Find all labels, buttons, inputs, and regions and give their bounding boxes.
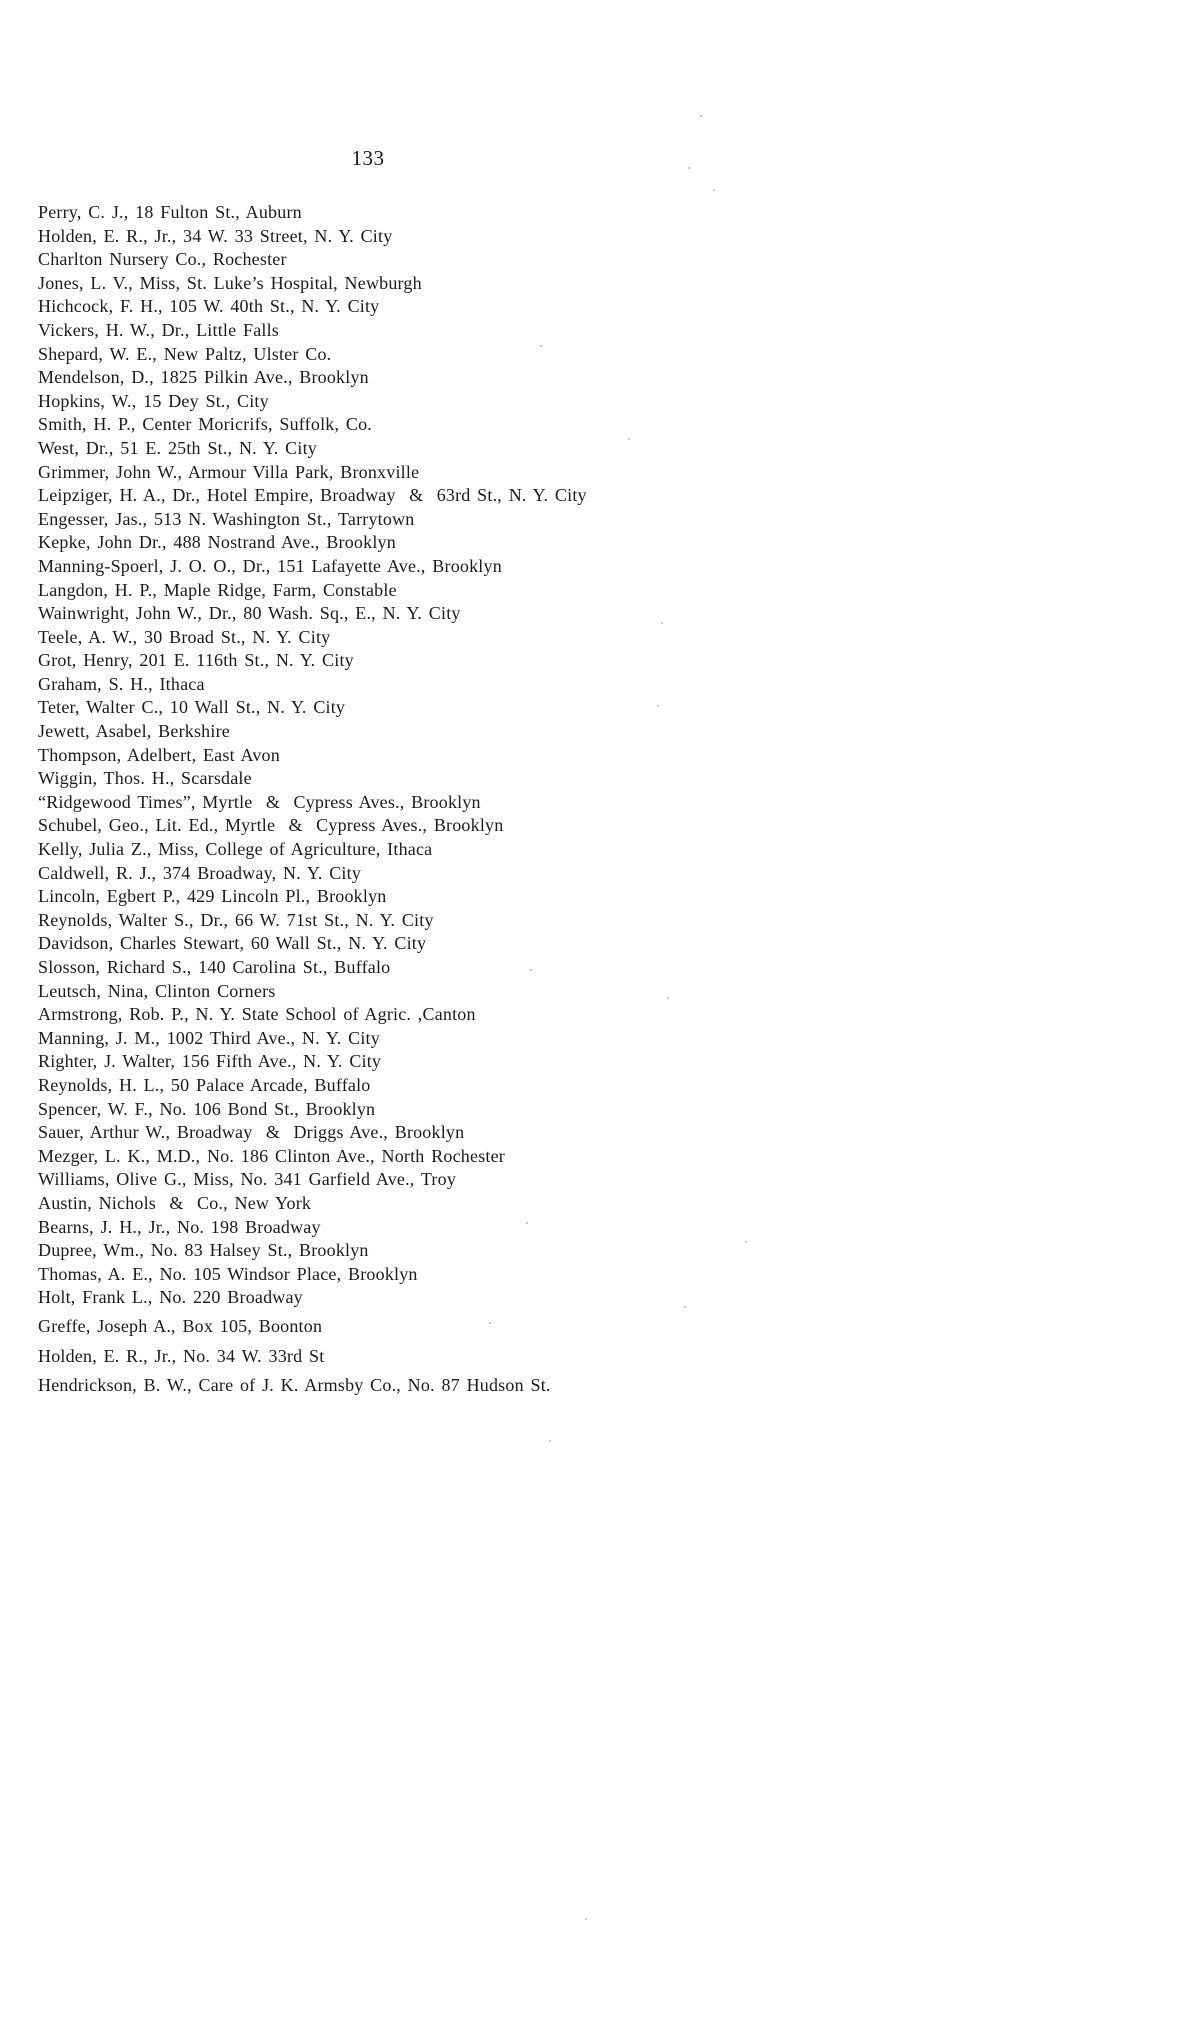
directory-line: Charlton Nursery Co., Rochester xyxy=(38,249,287,270)
directory-line: Righter, J. Walter, 156 Fifth Ave., N. Y. City xyxy=(38,1051,382,1072)
directory-line: Davidson, Charles Stewart, 60 Wall St., N. Y. City xyxy=(38,933,427,954)
directory-line: Lincoln, Egbert P., 429 Lincoln Pl., Brooklyn xyxy=(38,886,387,907)
scan-speck xyxy=(661,622,663,624)
directory-line: Wiggin, Thos. H., Scarsdale xyxy=(38,768,252,789)
directory-line: Jones, L. V., Miss, St. Luke’s Hospital, Newburgh xyxy=(38,272,422,293)
directory-line: Reynolds, Walter S., Dr., 66 W. 71st St., N. Y. City xyxy=(38,909,434,930)
directory-line: Spencer, W. F., No. 106 Bond St., Brooklyn xyxy=(38,1098,376,1119)
scan-speck xyxy=(684,1306,686,1308)
directory-line: Thomas, A. E., No. 105 Windsor Place, Brooklyn xyxy=(38,1263,418,1284)
directory-line: Leutsch, Nina, Clinton Corners xyxy=(38,980,276,1001)
directory-line: Grimmer, John W., Armour Villa Park, Bronxville xyxy=(38,461,420,482)
directory-line: Kepke, John Dr., 488 Nostrand Ave., Brooklyn xyxy=(38,532,396,553)
directory-line: Vickers, H. W., Dr., Little Falls xyxy=(38,319,280,340)
directory-line: Langdon, H. P., Maple Ridge, Farm, Constable xyxy=(38,579,397,600)
directory-line: Schubel, Geo., Lit. Ed., Myrtle & Cypress Aves., Brooklyn xyxy=(38,815,504,836)
directory-line: Greffe, Joseph A., Box 105, Boonton xyxy=(38,1316,323,1337)
scan-speck xyxy=(489,1322,491,1324)
scan-speck xyxy=(713,189,715,191)
directory-line: Reynolds, H. L., 50 Palace Arcade, Buffalo xyxy=(38,1074,371,1095)
scan-speck xyxy=(657,705,659,707)
scan-speck xyxy=(530,969,532,971)
directory-line: Bearns, J. H., Jr., No. 198 Broadway xyxy=(38,1216,321,1237)
directory-line: Perry, C. J., 18 Fulton St., Auburn xyxy=(38,202,302,222)
directory-line: Smith, H. P., Center Moricrifs, Suffolk, Co. xyxy=(38,414,372,435)
directory-list xyxy=(38,201,1138,1397)
directory-line: Williams, Olive G., Miss, No. 341 Garfield Ave., Troy xyxy=(38,1169,457,1190)
directory-line: Manning-Spoerl, J. O. O., Dr., 151 Lafayette Ave., Brooklyn xyxy=(38,555,502,576)
directory-line: Teele, A. W., 30 Broad St., N. Y. City xyxy=(38,626,331,647)
directory-line: Caldwell, R. J., 374 Broadway, N. Y. City xyxy=(38,862,362,883)
directory-line: Jewett, Asabel, Berkshire xyxy=(38,721,230,742)
scan-speck xyxy=(540,345,542,347)
directory-line: Manning, J. M., 1002 Third Ave., N. Y. City xyxy=(38,1027,380,1048)
directory-line: Graham, S. H., Ithaca xyxy=(38,673,205,694)
scan-speck xyxy=(585,1918,587,1920)
directory-line: Mezger, L. K., M.D., No. 186 Clinton Ave., North Rochester xyxy=(38,1145,505,1166)
directory-line: Holden, E. R., Jr., No. 34 W. 33rd St xyxy=(38,1345,325,1366)
scan-speck xyxy=(745,1241,747,1243)
directory-line: Leipziger, H. A., Dr., Hotel Empire, Broadway & 63rd St., N. Y. City xyxy=(38,485,587,506)
scan-speck xyxy=(526,1222,528,1224)
directory-line: Slosson, Richard S., 140 Carolina St., Buffalo xyxy=(38,957,391,977)
scan-speck xyxy=(549,1440,551,1442)
directory-line: Austin, Nichols & Co., New York xyxy=(38,1192,312,1213)
directory-line: “Ridgewood Times”, Myrtle & Cypress Aves., Brooklyn xyxy=(38,791,481,812)
directory-line: Dupree, Wm., No. 83 Halsey St., Brooklyn xyxy=(38,1240,369,1261)
directory-line: Holt, Frank L., No. 220 Broadway xyxy=(38,1287,303,1308)
directory-line: Wainwright, John W., Dr., 80 Wash. Sq., E., N. Y. City xyxy=(38,603,461,624)
directory-line: Hopkins, W., 15 Dey St., City xyxy=(38,390,269,411)
directory-line: Sauer, Arthur W., Broadway & Driggs Ave., Brooklyn xyxy=(38,1122,465,1143)
directory-line: Engesser, Jas., 513 N. Washington St., Tarrytown xyxy=(38,508,415,529)
directory-line: Hendrickson, B. W., Care of J. K. Armsby Co., No. 87 Hudson St. xyxy=(38,1374,551,1395)
directory-line: Kelly, Julia Z., Miss, College of Agriculture, Ithaca xyxy=(38,839,433,860)
directory-line: Thompson, Adelbert, East Avon xyxy=(38,744,280,765)
directory-line: West, Dr., 51 E. 25th St., N. Y. City xyxy=(38,437,317,458)
directory-line: Holden, E. R., Jr., 34 W. 33 Street, N. Y. City xyxy=(38,225,393,246)
scan-speck xyxy=(667,997,669,999)
directory-line: Grot, Henry, 201 E. 116th St., N. Y. City xyxy=(38,650,354,671)
scan-speck xyxy=(688,167,690,169)
page-number: 133 xyxy=(351,146,385,170)
directory-line: Armstrong, Rob. P., N. Y. State School of Agric. ,Canton xyxy=(38,1004,476,1025)
directory-line: Mendelson, D., 1825 Pilkin Ave., Brooklyn xyxy=(38,367,369,388)
directory-line: Hichcock, F. H., 105 W. 40th St., N. Y. City xyxy=(38,296,380,317)
scan-speck xyxy=(628,438,630,440)
directory-line: Shepard, W. E., New Paltz, Ulster Co. xyxy=(38,343,332,364)
directory-line: Teter, Walter C., 10 Wall St., N. Y. City xyxy=(38,697,346,718)
scan-speck xyxy=(700,115,702,117)
